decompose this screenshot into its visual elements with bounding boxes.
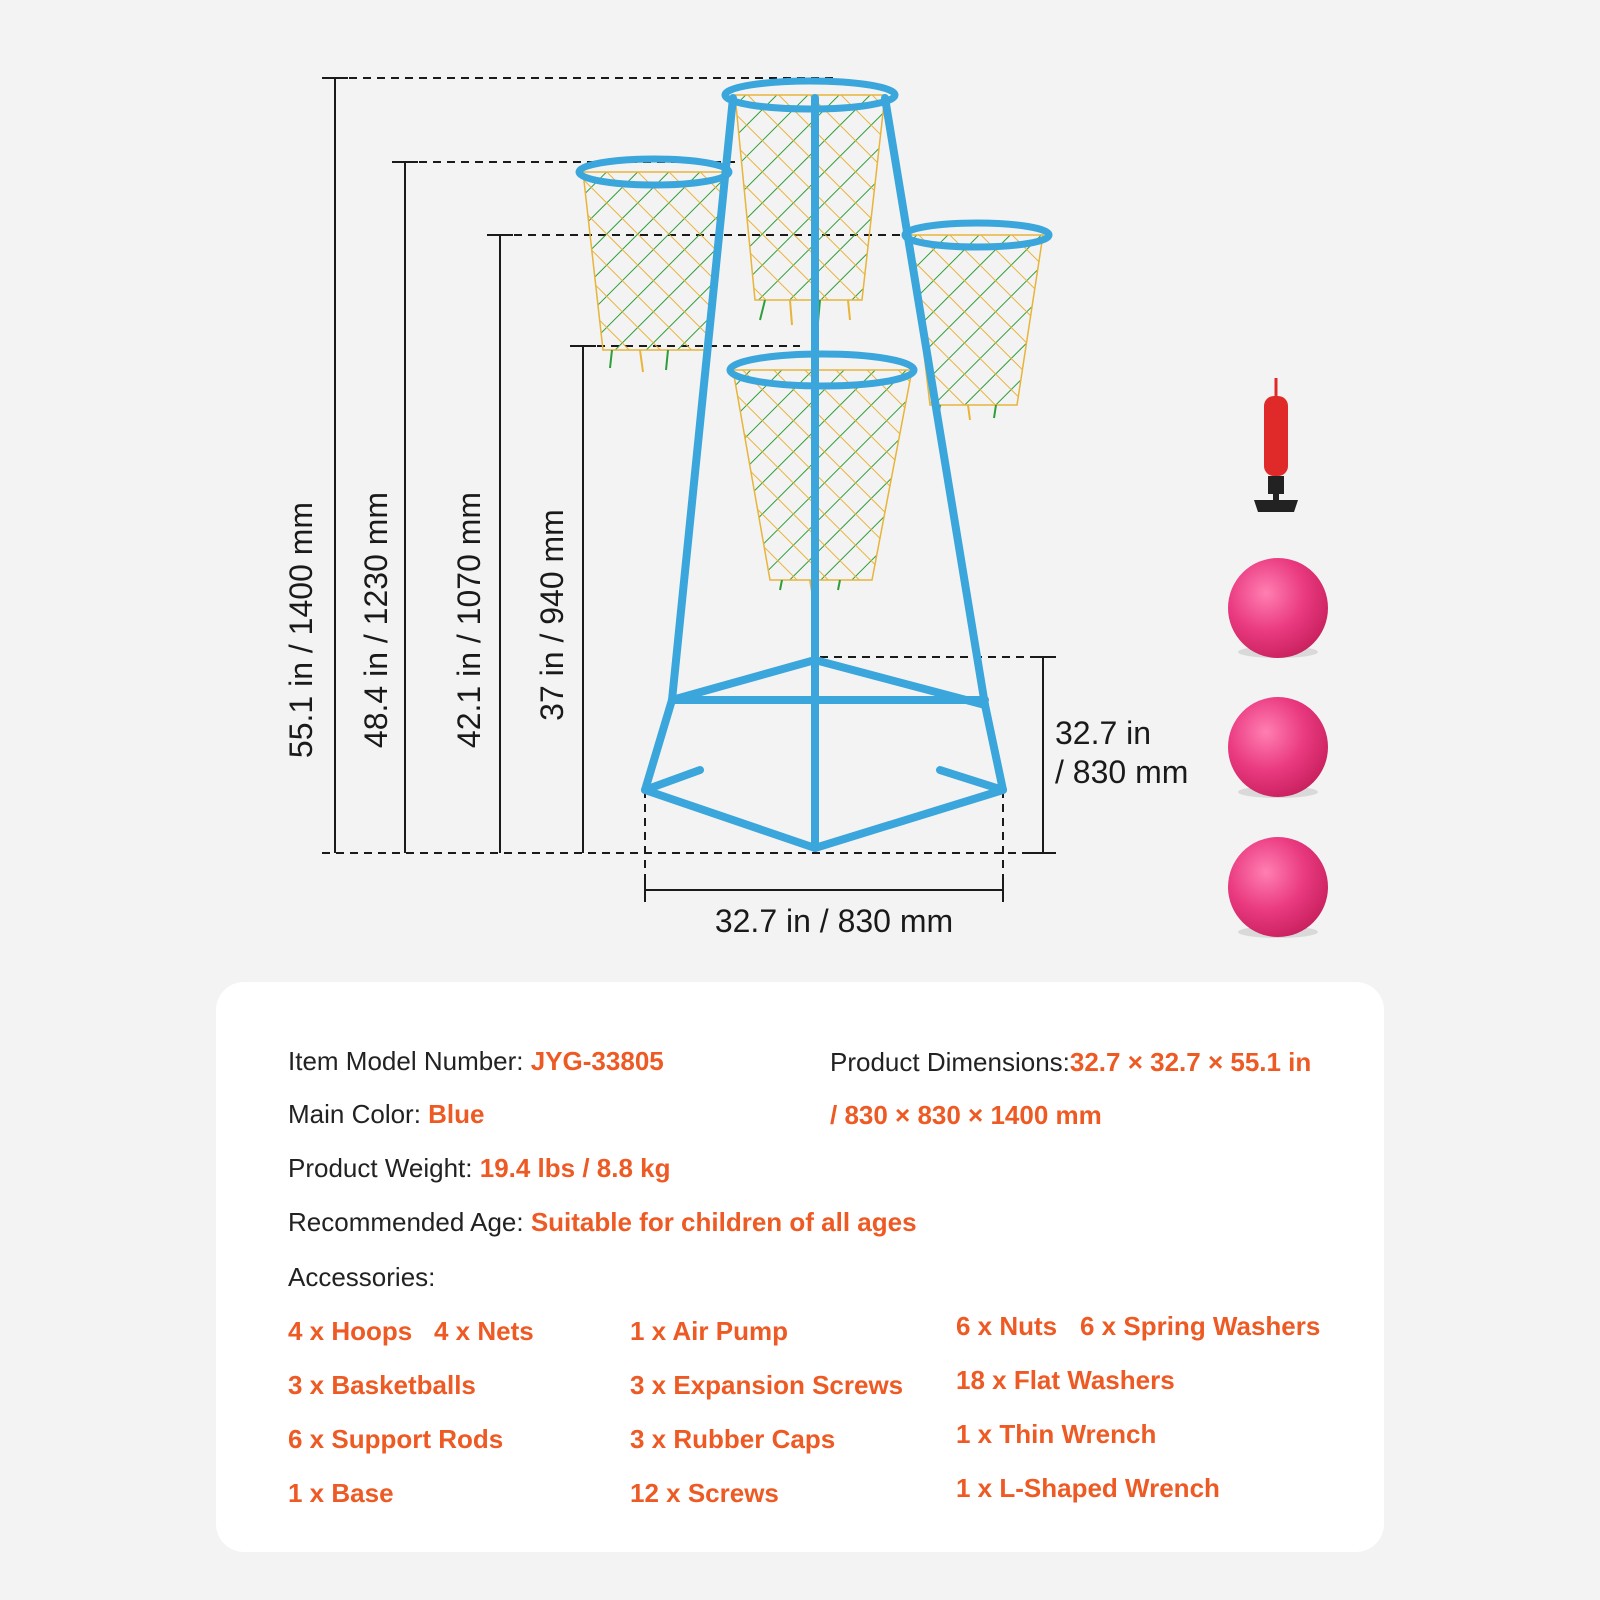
accessory-item: 3 x Rubber Caps: [630, 1424, 836, 1454]
main-color-row: [288, 1099, 485, 1130]
model-number-row: [288, 1046, 664, 1077]
ball-icon: [1228, 558, 1328, 658]
accessories-label: Accessories:: [288, 1262, 436, 1292]
accessory-item: 4 x Hoops: [288, 1316, 413, 1346]
accessory-item: 3 x Expansion Screws: [630, 1370, 904, 1400]
main-color-value: Blue: [428, 1099, 485, 1129]
height-hoop-2-label: 48.4 in / 1230 mm: [358, 491, 394, 749]
ball-icon: [1228, 697, 1328, 797]
base-width-label: 32.7 in / 830 mm: [714, 903, 954, 939]
height-hoop-3-label: 42.1 in / 1070 mm: [451, 491, 487, 749]
model-number-value: JYG-33805: [530, 1046, 664, 1076]
accessory-item: 6 x Spring Washers: [1080, 1311, 1321, 1341]
product-weight-value: 19.4 lbs / 8.8 kg: [479, 1153, 671, 1183]
base-height-label-line2: / 830 mm: [1055, 754, 1189, 790]
product-dimensions-value-line2: / 830 × 830 × 1400 mm: [830, 1100, 1102, 1130]
product-dimensions-label: Product Dimensions:: [830, 1047, 1070, 1077]
accessory-item: 1 x L-Shaped Wrench: [956, 1473, 1220, 1503]
product-weight-row: [288, 1153, 671, 1184]
basketball-stand-illustration: [579, 81, 1049, 848]
air-pump-icon: [1254, 378, 1298, 512]
spec-card: [216, 982, 1384, 1552]
ball-icon: [1228, 837, 1328, 937]
product-dimensions-row: [830, 1047, 1311, 1078]
accessory-item: 6 x Support Rods: [288, 1424, 504, 1454]
accessory-item: 3 x Basketballs: [288, 1370, 476, 1400]
basketballs: [1228, 558, 1328, 938]
accessory-item: 1 x Air Pump: [630, 1316, 788, 1346]
product-weight-label: Product Weight:: [288, 1153, 480, 1183]
accessory-item: 6 x Nuts: [956, 1311, 1058, 1341]
recommended-age-label: Recommended Age:: [288, 1207, 531, 1237]
base-height-label-line1: 32.7 in: [1055, 715, 1152, 751]
main-color-label: Main Color:: [288, 1099, 429, 1129]
product-dimensions-value-line1: 32.7 × 32.7 × 55.1 in: [1069, 1047, 1312, 1077]
recommended-age-row: [288, 1207, 917, 1238]
recommended-age-value: Suitable for children of all ages: [530, 1207, 917, 1237]
product-dimensions-row-2: [830, 1100, 1102, 1131]
accessory-item: 12 x Screws: [630, 1478, 779, 1508]
height-hoop-4-label: 37 in / 940 mm: [534, 509, 570, 721]
accessory-item: 1 x Base: [288, 1478, 394, 1508]
accessory-item: 1 x Thin Wrench: [956, 1419, 1157, 1449]
height-overall-label: 55.1 in / 1400 mm: [283, 501, 319, 759]
accessory-item: 4 x Nets: [434, 1316, 534, 1346]
accessory-item: 18 x Flat Washers: [956, 1365, 1175, 1395]
model-number-label: Item Model Number:: [288, 1046, 531, 1076]
